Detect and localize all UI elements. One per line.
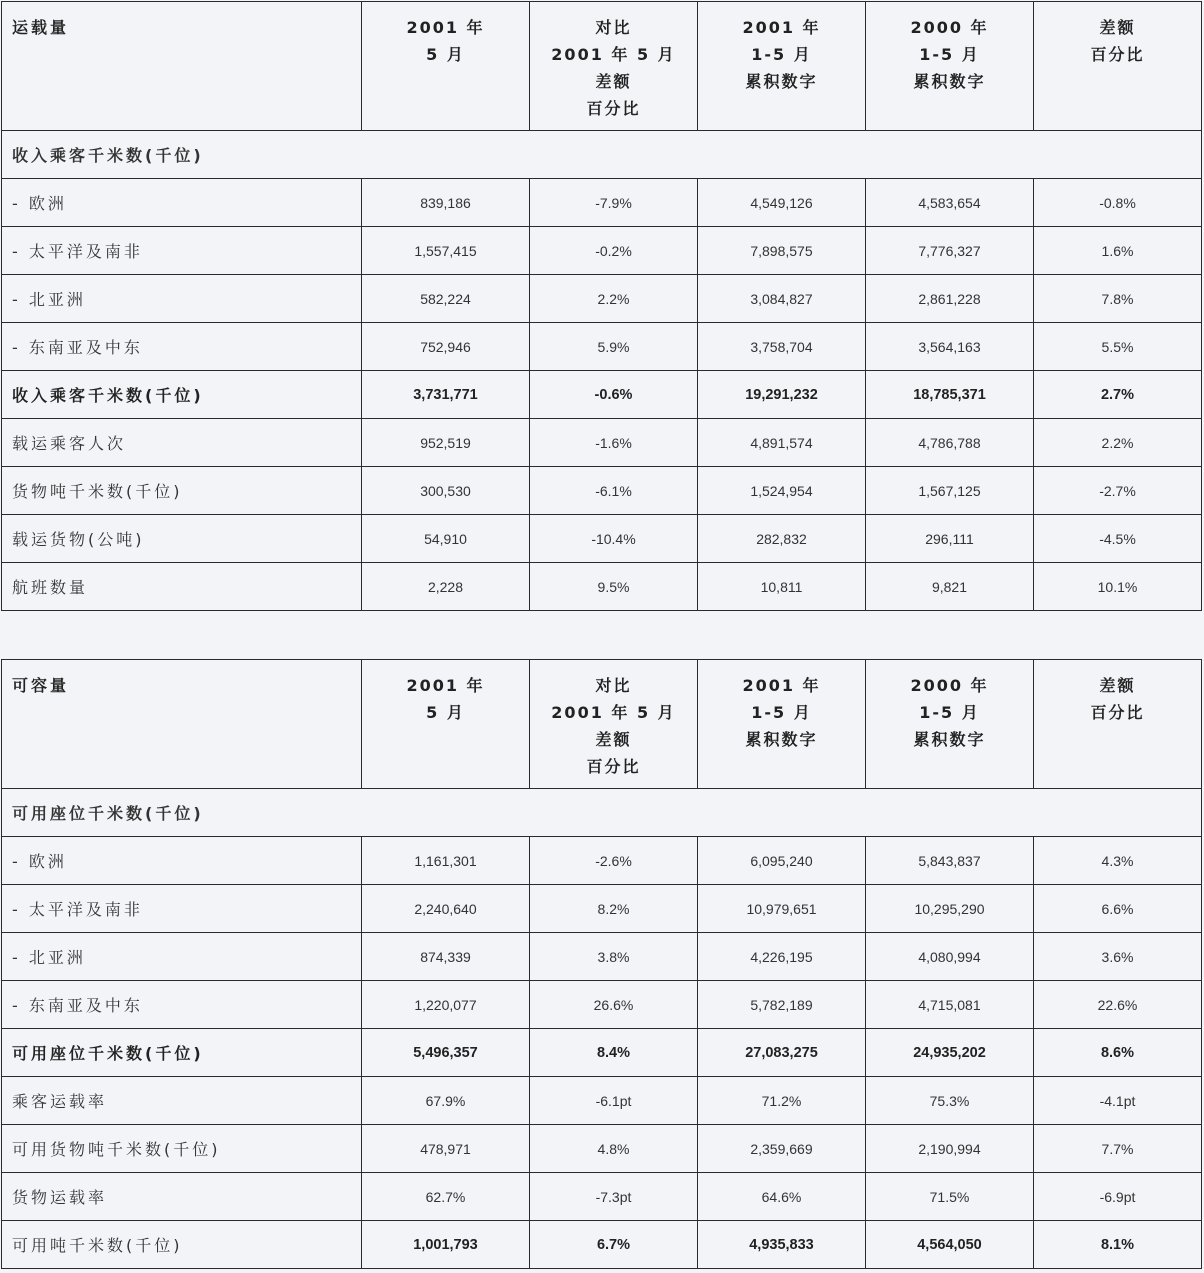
value-cell: 6,095,240 (698, 837, 866, 885)
value-cell: 1,001,793 (362, 1221, 530, 1269)
value-cell: 4,226,195 (698, 933, 866, 981)
header-line: 差额 (1099, 18, 1136, 37)
value-cell: 6.7% (530, 1221, 698, 1269)
header-line: 2001 年 5 月 (551, 45, 676, 64)
value-cell: 3.8% (530, 933, 698, 981)
value-cell: 6.6% (1034, 885, 1202, 933)
value-cell: 1,220,077 (362, 981, 530, 1029)
table-row (2, 1221, 1202, 1269)
value-cell: 18,785,371 (866, 371, 1034, 419)
header-cell (698, 660, 866, 789)
row-label: - 东南亚及中东 (2, 323, 362, 371)
value-cell: 24,935,202 (866, 1029, 1034, 1077)
table-row (2, 467, 1202, 515)
value-cell: -7.3pt (530, 1173, 698, 1221)
table-row (2, 179, 1202, 227)
value-cell: 1,161,301 (362, 837, 530, 885)
table-row (2, 1077, 1202, 1125)
value-cell: 4,564,050 (866, 1221, 1034, 1269)
value-cell: 7,776,327 (866, 227, 1034, 275)
header-cell: 可容量 (2, 660, 362, 789)
table-row (2, 323, 1202, 371)
header-line: 差额 (595, 72, 632, 91)
header-line: 百分比 (1090, 703, 1145, 722)
table-row (2, 227, 1202, 275)
value-cell: 4,786,788 (866, 419, 1034, 467)
header-line: 差额 (595, 730, 632, 749)
value-cell: 8.2% (530, 885, 698, 933)
row-label: 货物运载率 (2, 1173, 362, 1221)
value-cell: 1,557,415 (362, 227, 530, 275)
value-cell: 4,080,994 (866, 933, 1034, 981)
table-row (2, 515, 1202, 563)
value-cell: 1,524,954 (698, 467, 866, 515)
header-line: 累积数字 (745, 730, 818, 749)
value-cell: 2,861,228 (866, 275, 1034, 323)
value-cell: 10,979,651 (698, 885, 866, 933)
value-cell: 300,530 (362, 467, 530, 515)
value-cell: 3,731,771 (362, 371, 530, 419)
row-label: - 太平洋及南非 (2, 227, 362, 275)
value-cell: 9.5% (530, 563, 698, 611)
row-label: - 东南亚及中东 (2, 981, 362, 1029)
value-cell: 839,186 (362, 179, 530, 227)
value-cell: 4,715,081 (866, 981, 1034, 1029)
header-cell (530, 660, 698, 789)
value-cell: 2,240,640 (362, 885, 530, 933)
table-row (2, 275, 1202, 323)
header-cell (362, 660, 530, 789)
value-cell: 3.6% (1034, 933, 1202, 981)
header-line: 2000 年 (910, 676, 989, 695)
value-cell: 478,971 (362, 1125, 530, 1173)
value-cell: 10.1% (1034, 563, 1202, 611)
header-line: 2001 年 (406, 18, 485, 37)
capacity-table (1, 659, 1202, 1269)
value-cell: 2,359,669 (698, 1125, 866, 1173)
value-cell: 282,832 (698, 515, 866, 563)
value-cell: 10,295,290 (866, 885, 1034, 933)
value-cell: 296,111 (866, 515, 1034, 563)
value-cell: 26.6% (530, 981, 698, 1029)
table-row (2, 885, 1202, 933)
header-line: 1-5 月 (751, 45, 812, 64)
section-title: 可用座位千米数(千位) (2, 789, 1202, 837)
header-line: 累积数字 (913, 72, 986, 91)
header-cell: 运载量 (2, 2, 362, 131)
table-row (2, 419, 1202, 467)
value-cell: 8.1% (1034, 1221, 1202, 1269)
header-line: 对比 (595, 18, 632, 37)
value-cell: -6.9pt (1034, 1173, 1202, 1221)
header-cell (362, 2, 530, 131)
row-label: 载运货物(公吨) (2, 515, 362, 563)
value-cell: 1,567,125 (866, 467, 1034, 515)
header-line: 2000 年 (910, 18, 989, 37)
value-cell: 19,291,232 (698, 371, 866, 419)
value-cell: -0.6% (530, 371, 698, 419)
row-label: - 欧洲 (2, 179, 362, 227)
value-cell: 5,782,189 (698, 981, 866, 1029)
row-label: - 太平洋及南非 (2, 885, 362, 933)
value-cell: 62.7% (362, 1173, 530, 1221)
value-cell: 7,898,575 (698, 227, 866, 275)
value-cell: 64.6% (698, 1173, 866, 1221)
header-cell (1034, 2, 1202, 131)
value-cell: -6.1pt (530, 1077, 698, 1125)
row-label: - 欧洲 (2, 837, 362, 885)
section-row (2, 789, 1202, 837)
value-cell: 5.5% (1034, 323, 1202, 371)
value-cell: 71.5% (866, 1173, 1034, 1221)
value-cell: 874,339 (362, 933, 530, 981)
value-cell: 5,843,837 (866, 837, 1034, 885)
value-cell: -10.4% (530, 515, 698, 563)
table-row (2, 1125, 1202, 1173)
value-cell: 1.6% (1034, 227, 1202, 275)
header-line: 对比 (595, 676, 632, 695)
value-cell: 4,583,654 (866, 179, 1034, 227)
row-label: 乘客运载率 (2, 1077, 362, 1125)
table-row (2, 837, 1202, 885)
value-cell: 952,519 (362, 419, 530, 467)
value-cell: 4,549,126 (698, 179, 866, 227)
value-cell: 752,946 (362, 323, 530, 371)
table-row (2, 371, 1202, 419)
value-cell: -6.1% (530, 467, 698, 515)
value-cell: 4.8% (530, 1125, 698, 1173)
header-line: 累积数字 (745, 72, 818, 91)
row-label: 可用座位千米数(千位) (2, 1029, 362, 1077)
table-row (2, 1029, 1202, 1077)
header-line: 百分比 (586, 757, 641, 776)
value-cell: -4.5% (1034, 515, 1202, 563)
value-cell: 8.6% (1034, 1029, 1202, 1077)
header-cell (698, 2, 866, 131)
header-line: 1-5 月 (919, 703, 980, 722)
row-label: 可用货物吨千米数(千位) (2, 1125, 362, 1173)
row-label: - 北亚洲 (2, 933, 362, 981)
value-cell: 4,891,574 (698, 419, 866, 467)
traffic-table (1, 1, 1202, 611)
header-row (2, 2, 1202, 131)
value-cell: -0.8% (1034, 179, 1202, 227)
value-cell: -0.2% (530, 227, 698, 275)
section-row (2, 131, 1202, 179)
table-row (2, 981, 1202, 1029)
header-line: 百分比 (1090, 45, 1145, 64)
value-cell: 3,084,827 (698, 275, 866, 323)
value-cell: 7.8% (1034, 275, 1202, 323)
section-title: 收入乘客千米数(千位) (2, 131, 1202, 179)
header-line: 累积数字 (913, 730, 986, 749)
header-line: 2001 年 (406, 676, 485, 695)
value-cell: 27,083,275 (698, 1029, 866, 1077)
value-cell: 10,811 (698, 563, 866, 611)
value-cell: 2.7% (1034, 371, 1202, 419)
header-row (2, 660, 1202, 789)
value-cell: 71.2% (698, 1077, 866, 1125)
value-cell: 2.2% (530, 275, 698, 323)
value-cell: 8.4% (530, 1029, 698, 1077)
value-cell: 2.2% (1034, 419, 1202, 467)
value-cell: 9,821 (866, 563, 1034, 611)
value-cell: 67.9% (362, 1077, 530, 1125)
value-cell: 5,496,357 (362, 1029, 530, 1077)
value-cell: 582,224 (362, 275, 530, 323)
header-line: 5 月 (426, 703, 465, 722)
row-label: 收入乘客千米数(千位) (2, 371, 362, 419)
header-line: 5 月 (426, 45, 465, 64)
header-line: 2001 年 (742, 18, 821, 37)
value-cell: 75.3% (866, 1077, 1034, 1125)
value-cell: 3,758,704 (698, 323, 866, 371)
row-label: 可用吨千米数(千位) (2, 1221, 362, 1269)
value-cell: 3,564,163 (866, 323, 1034, 371)
value-cell: -4.1pt (1034, 1077, 1202, 1125)
row-label: 载运乘客人次 (2, 419, 362, 467)
value-cell: 4.3% (1034, 837, 1202, 885)
table-row (2, 933, 1202, 981)
value-cell: -1.6% (530, 419, 698, 467)
value-cell: 7.7% (1034, 1125, 1202, 1173)
value-cell: -2.6% (530, 837, 698, 885)
value-cell: 54,910 (362, 515, 530, 563)
header-line: 2001 年 (742, 676, 821, 695)
value-cell: 2,190,994 (866, 1125, 1034, 1173)
value-cell: 22.6% (1034, 981, 1202, 1029)
value-cell: -2.7% (1034, 467, 1202, 515)
header-cell (866, 660, 1034, 789)
table-row (2, 1173, 1202, 1221)
row-label: - 北亚洲 (2, 275, 362, 323)
header-line: 2001 年 5 月 (551, 703, 676, 722)
header-cell (866, 2, 1034, 131)
header-line: 百分比 (586, 99, 641, 118)
header-cell (530, 2, 698, 131)
value-cell: -7.9% (530, 179, 698, 227)
header-line: 1-5 月 (919, 45, 980, 64)
value-cell: 4,935,833 (698, 1221, 866, 1269)
header-cell (1034, 660, 1202, 789)
value-cell: 5.9% (530, 323, 698, 371)
header-line: 差额 (1099, 676, 1136, 695)
header-line: 1-5 月 (751, 703, 812, 722)
table-row (2, 563, 1202, 611)
row-label: 航班数量 (2, 563, 362, 611)
row-label: 货物吨千米数(千位) (2, 467, 362, 515)
value-cell: 2,228 (362, 563, 530, 611)
